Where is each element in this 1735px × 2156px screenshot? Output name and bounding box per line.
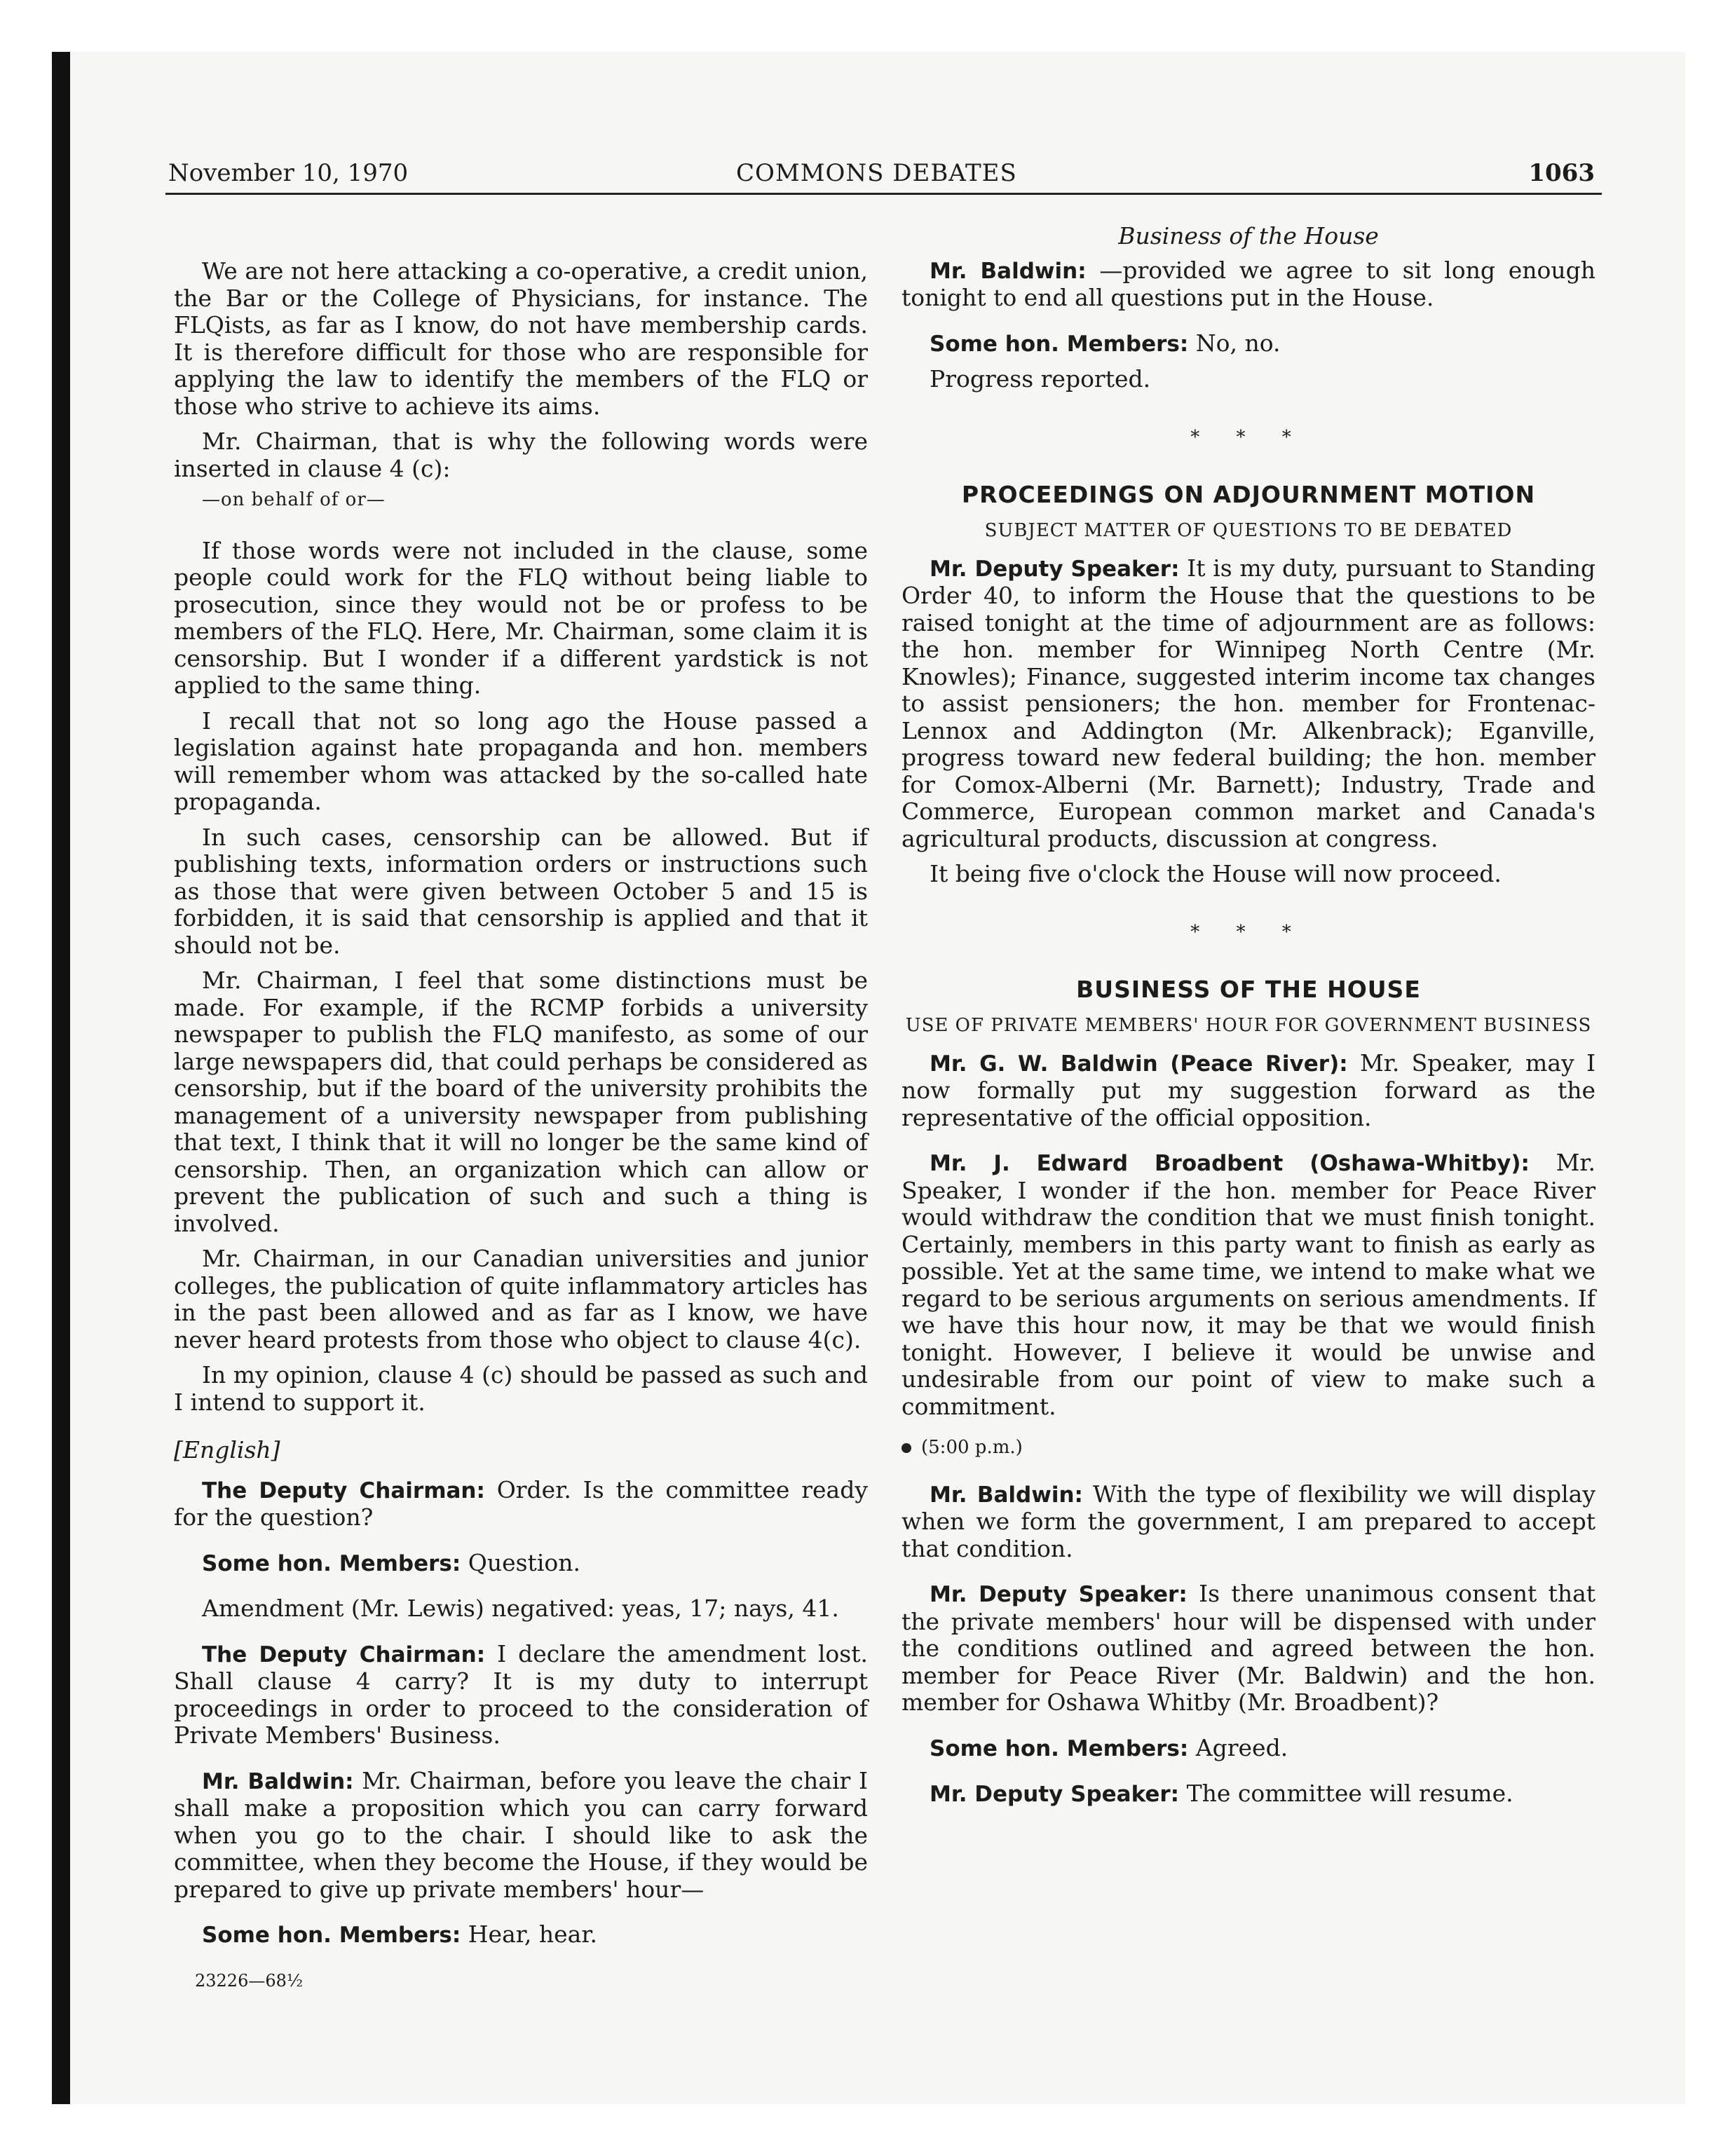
- speech: [174, 1477, 868, 1531]
- paragraph: In my opinion, clause 4 (c) should be passed as such and I intend to support it.: [174, 1361, 868, 1416]
- speech: [901, 1780, 1595, 1808]
- speaker-name: Mr. Deputy Speaker:: [930, 556, 1180, 582]
- speech: [174, 1768, 868, 1904]
- speech-text: No, no.: [1195, 329, 1281, 357]
- speech-text: Question.: [468, 1548, 580, 1576]
- left-column: [174, 258, 868, 1994]
- speech-text: Agreed.: [1195, 1733, 1288, 1761]
- speech-text: Mr. Chairman, before you leave the chair I shall make a proposition which you can carry forward when you go to the chair. I should like to ask the committee, when they become the House, if they would be prepared to give up private members' hour—: [174, 1766, 868, 1903]
- section-heading: BUSINESS OF THE HOUSE: [1076, 976, 1421, 1003]
- paragraph: It being five o'clock the House will now proceed.: [930, 860, 1502, 887]
- speaker-name: Mr. Deputy Speaker:: [930, 1782, 1180, 1807]
- speaker-name: Some hon. Members:: [202, 1550, 461, 1576]
- paragraph: Mr. Chairman, that is why the following words were inserted in clause 4 (c):: [174, 428, 868, 482]
- speech: [901, 555, 1595, 853]
- speech: [174, 1921, 868, 1949]
- speaker-name: Some hon. Members:: [930, 1735, 1189, 1761]
- print-code: 23226—68½: [195, 1970, 304, 1991]
- time-stamp: [901, 1434, 1595, 1461]
- time-text: (5:00 p.m.): [921, 1437, 1023, 1458]
- paragraph: In such cases, censorship can be allowed. But if publishing texts, information orders or instructions such as those that were given between October 5 and 15 is forbidden, it is said that censorship is applied and that it should not be.: [174, 823, 868, 959]
- speech-text: Mr. Speaker, may I now formally put my suggestion forward as the representative of the official opposition.: [901, 1049, 1595, 1131]
- speech: [901, 1149, 1595, 1420]
- header-title: COMMONS DEBATES: [736, 159, 1017, 187]
- speech: [901, 330, 1595, 358]
- speaker-name: Mr. Baldwin:: [930, 1482, 1083, 1508]
- bullet-icon: [901, 1443, 911, 1453]
- speaker-name: The Deputy Chairman:: [202, 1478, 485, 1503]
- speech-text: Is there unanimous consent that the private members' hour will be dispensed with under the conditions outlined and agreed between the hon. member for Peace River (Mr. Baldwin) and the hon. member for Oshawa Whitby (Mr. Broadbent)?: [901, 1580, 1596, 1716]
- paragraph: Mr. Chairman, I feel that some distinctions must be made. For example, if the RCMP forbids a university newspaper to publish the FLQ manifesto, as some of our large newspapers did, that could perhaps be considered as censorship, but if the board of the university prohibits the management of a university newspaper from publishing that text, I think that it will no longer be the same kind of censorship. Then, an organization which can allow or prevent the publication of such and such a thing is involved.: [174, 967, 868, 1237]
- speech: [901, 1735, 1595, 1763]
- speaker-name: Mr. G. W. Baldwin (Peace River):: [930, 1051, 1348, 1077]
- speaker-name: The Deputy Chairman:: [202, 1642, 486, 1667]
- section-separator: * * *: [1190, 921, 1307, 943]
- speech-text: —provided we agree to sit long enough tonight to end all questions put in the House.: [901, 256, 1595, 311]
- paragraph: Mr. Chairman, in our Canadian universities and junior colleges, the publication of quite inflammatory articles has in the past been allowed and as far as I know, we have never heard protests from those who object to clause 4(c).: [174, 1245, 868, 1353]
- paragraph: Amendment (Mr. Lewis) negatived: yeas, 17; nays, 41.: [202, 1595, 839, 1622]
- speech: [174, 1550, 868, 1578]
- language-marker: [English]: [174, 1436, 280, 1464]
- speech: [901, 1481, 1595, 1563]
- paragraph: Progress reported.: [930, 365, 1151, 393]
- speech-text: Hear, hear.: [468, 1920, 597, 1948]
- scan-binding-edge: [52, 52, 70, 2104]
- speech: [174, 1641, 868, 1749]
- header-rule: [165, 193, 1602, 195]
- speech: [901, 1050, 1595, 1132]
- running-head: Business of the House: [1118, 222, 1379, 250]
- speaker-name: Mr. Deputy Speaker:: [930, 1582, 1188, 1607]
- speaker-name: Some hon. Members:: [202, 1923, 461, 1948]
- paragraph: We are not here attacking a co-operative, a credit union, the Bar or the College of Physicians, for instance. The FLQists, as far as I know, do not have membership cards. It is therefore difficult for those who are responsible for applying the law to identify the members of the FLQ or those who strive to achieve its aims.: [174, 257, 868, 420]
- speaker-name: Mr. J. Edward Broadbent (Oshawa-Whitby):: [930, 1151, 1530, 1176]
- speech-text: With the type of flexibility we will display when we form the government, I am prepared to accept that condition.: [901, 1480, 1595, 1562]
- section-separator: * * *: [1190, 426, 1307, 448]
- paragraph: If those words were not included in the clause, some people could work for the FLQ without being liable to prosecution, since they would not be or profess to be members of the FLQ. Here, Mr. Chairman, some claim it is censorship. But I wonder if a different yardstick is not applied to the same thing.: [174, 536, 868, 699]
- speech-text: Mr. Speaker, I wonder if the hon. member for Peace River would withdraw the condition that we must finish tonight. Certainly, members in this party want to finish as early as possible. Yet at the same time, we intend to make what we regard to be serious arguments on serious amendments. If we have this hour now, it may be that we would finish tonight. However, I believe it would be unwise and undesirable from our point of view to make such a commitment.: [901, 1149, 1595, 1420]
- speech-text: The committee will resume.: [1186, 1780, 1513, 1807]
- speaker-name: Mr. Baldwin:: [202, 1768, 354, 1794]
- speech: [901, 1581, 1595, 1717]
- header-page-number: 1063: [1528, 159, 1595, 187]
- speech-text: It is my duty, pursuant to Standing Order 40, to inform the House that the questions to be raised tonight at the time of adjournment are as follows: the hon. member for Winnipeg North Centre (Mr. Knowles); Finance, suggested interim income tax changes to assist pensioners; the hon. member for Frontenac-Lennox and Addington (Mr. Alkenbrack); Eganville, progress toward new federal building; the hon. member for Comox-Alberni (Mr. Barnett); Industry, Trade and Commerce, European common market and Canada's agricultural products, discussion at congress.: [901, 554, 1596, 852]
- section-subheading: SUBJECT MATTER OF QUESTIONS TO BE DEBATED: [984, 519, 1513, 541]
- paragraph: I recall that not so long ago the House passed a legislation against hate propaganda and hon. members will remember whom was attacked by the so-called hate propaganda.: [174, 707, 868, 815]
- speech-text: Order. Is the committee ready for the question?: [174, 1475, 868, 1531]
- speaker-name: Some hon. Members:: [930, 331, 1189, 357]
- speech: [901, 257, 1595, 312]
- right-column: [901, 223, 1595, 1817]
- speech-text: I declare the amendment lost. Shall clause 4 carry? It is my duty to interrupt proceedings in order to proceed to the consideration of Private Members' Business.: [174, 1639, 868, 1749]
- quoted-words: —on behalf of or—: [202, 489, 386, 510]
- section-heading: PROCEEDINGS ON ADJOURNMENT MOTION: [961, 481, 1536, 508]
- header-date: November 10, 1970: [168, 159, 409, 187]
- section-subheading: USE OF PRIVATE MEMBERS' HOUR FOR GOVERNMENT BUSINESS: [905, 1014, 1592, 1036]
- speaker-name: Mr. Baldwin:: [930, 258, 1087, 284]
